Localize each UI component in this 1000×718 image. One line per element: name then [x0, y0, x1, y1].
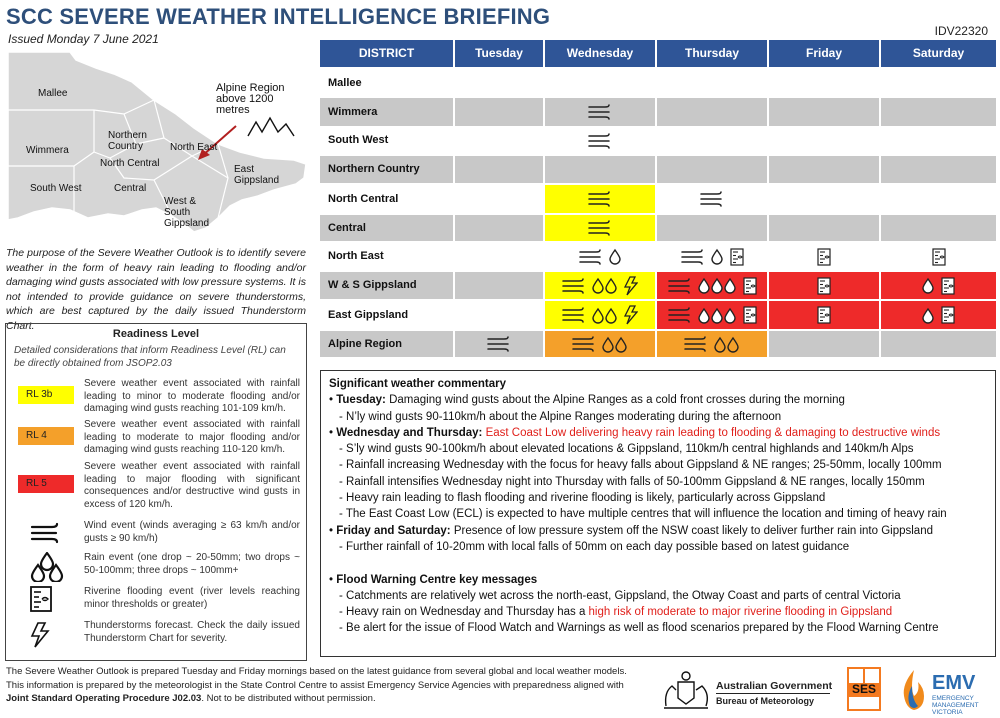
wind-icon [681, 249, 705, 265]
dash-icon: - [339, 589, 347, 602]
commentary-heading [329, 523, 987, 539]
dash-icon: - [339, 606, 347, 619]
dash-icon: - [339, 540, 347, 553]
district-name: North East [328, 250, 384, 262]
page-title: SCC SEVERE WEATHER INTELLIGENCE BRIEFING [6, 4, 551, 29]
wind-icon [30, 522, 60, 544]
forecast-cell [881, 215, 996, 241]
rl-swatch: RL 3b [18, 386, 74, 404]
readiness-title: Readiness Level [112, 328, 200, 340]
commentary-detail [329, 506, 987, 522]
district-name-cell [320, 127, 453, 154]
district-name-cell [320, 301, 453, 329]
district-name: Alpine Region [328, 338, 402, 350]
commentary-text: S’ly wind gusts 90-100km/h about elevated locations & Gippsland, 110km/h central highlands and 140km/h Alps [346, 443, 914, 456]
readiness-subtitle: Detailed considerations that inform Readiness Level (RL) can be directly obtained from JSOP2.03 [14, 345, 286, 369]
commentary-label: Tuesday: [336, 394, 386, 407]
district-name: Central [328, 222, 366, 234]
forecast-cell [455, 272, 543, 299]
river-flood-icon [730, 248, 744, 266]
commentary-heading [329, 392, 987, 408]
rain-drops-icon [698, 307, 737, 324]
legend-text: Wind event (winds averaging ≥ 63 km/h and/or gusts ≥ 90 km/h) [84, 520, 300, 544]
emv-subtext: EMERGENCY MANAGEMENT VICTORIA [932, 695, 979, 716]
forecast-cell [455, 185, 543, 213]
commentary-text: The East Coast Low (ECL) is expected to have multiple centres that will influence the location and timing of heavy rain [345, 508, 947, 521]
forecast-cell [657, 301, 767, 329]
rain-drops-icon [30, 552, 64, 582]
footer-text: The Severe Weather Outlook is prepared Tuesday and Friday mornings based on the latest guidance from several global and local weather models. This information is prepared by the meteorologist in the State Control Centre to assist Emergency Service Agencies with preparedness aligned with [6, 666, 627, 691]
forecast-cell [545, 185, 655, 213]
issued-date: Issued Monday 7 June 2021 [8, 32, 159, 46]
map-label-south-west: South West [30, 183, 82, 194]
forecast-cell [881, 243, 996, 270]
forecast-cell [881, 98, 996, 126]
rl-swatch: RL 4 [18, 427, 74, 445]
commentary-heading [329, 425, 987, 441]
emv-flame-icon [898, 668, 928, 712]
forecast-cell [657, 185, 767, 213]
rain-drops-icon [602, 336, 628, 353]
wind-icon [572, 336, 596, 352]
rain-drops-icon [592, 307, 618, 324]
district-name: Mallee [328, 77, 362, 89]
map-label-mallee: Mallee [38, 88, 68, 99]
emv-text: EMV [932, 672, 976, 694]
river-flood-icon [817, 248, 831, 266]
district-name-cell [320, 185, 453, 213]
commentary-highlight: East Coast Low delivering heavy rain leading to flooding & damaging to destructive winds [485, 426, 941, 439]
wind-icon [562, 307, 586, 323]
map-label-east-gippsland: East Gippsland [234, 164, 280, 186]
map-label-ws-gippsland: West & South Gippsland [164, 196, 210, 229]
district-name: Wimmera [328, 106, 378, 118]
dash-icon: - [339, 508, 346, 521]
wind-icon [668, 307, 692, 323]
lightning-icon [624, 276, 638, 296]
commentary-text: Heavy rain leading to flash flooding and riverine flooding is likely, particularly across Gippsland [346, 492, 826, 505]
dash-icon: - [339, 443, 347, 456]
legend-text: Thunderstorms forecast. Check the daily issued Thunderstorm Chart for severity. [84, 620, 300, 644]
commentary-detail [329, 457, 987, 473]
column-header-friday: Friday [769, 40, 879, 67]
commentary-label: Friday and Saturday: [336, 524, 451, 537]
emv-logo [898, 668, 998, 714]
district-name-cell [320, 215, 453, 241]
map-label-northern-country: Northern Country [108, 130, 147, 152]
rain-drops-icon [609, 248, 622, 265]
coat-of-arms-icon [660, 668, 712, 712]
column-header-district: DISTRICT [320, 40, 453, 67]
commentary-text: Be alert for the issue of Flood Watch and Warnings as well as flood scenarios prepared by the Flood Warning Centre [346, 622, 939, 635]
commentary-detail [329, 588, 987, 604]
purpose-statement: The purpose of the Severe Weather Outlook is to identify severe weather in the form of heavy rain leading to flooding and/or damaging wind gusts associated with low pressure systems. It is not intended to provide guidance on severe thunderstorms, which are best captured by the daily issued Thunderstorm Chart. [6, 247, 306, 332]
forecast-cell [455, 243, 543, 270]
wind-icon [562, 278, 586, 294]
map-label-north-central: North Central [100, 158, 160, 169]
district-name-cell [320, 272, 453, 299]
forecast-cell [769, 243, 879, 270]
forecast-cell [455, 156, 543, 183]
district-name: W & S Gippsland [328, 279, 417, 291]
footer-note [6, 665, 646, 706]
river-flood-icon [941, 306, 955, 324]
commentary-spacer [329, 555, 987, 571]
ses-logo [846, 666, 882, 712]
lightning-icon [624, 305, 638, 325]
column-header-tuesday: Tuesday [455, 40, 543, 67]
river-flood-icon [817, 306, 831, 324]
rl-description: Severe weather event associated with rainfall leading to minor to moderate flooding and/or damaging wind gusts reaching 101-109 km/h. [84, 378, 300, 414]
district-name-cell [320, 243, 453, 270]
forecast-cell [545, 98, 655, 126]
rl-description: Severe weather event associated with rainfall leading to major flooding with significant consequences and/or destructive wind gusts in excess of 120 km/h. [84, 461, 300, 510]
forecast-cell [545, 301, 655, 329]
commentary-text: Further rainfall of 10-20mm with local falls of 50mm on each day possible based on latest guidance [346, 540, 850, 553]
commentary-title: Significant weather commentary [329, 378, 507, 390]
map-label-north-east: North East [170, 142, 218, 153]
column-header-saturday: Saturday [881, 40, 996, 67]
commentary-text: Rainfall intensifies Wednesday night into Thursday with falls of 50-100mm Gippsland & NE ranges, locally 150mm [346, 475, 925, 488]
river-flood-icon [817, 277, 831, 295]
district-name-cell [320, 98, 453, 126]
forecast-cell [881, 127, 996, 154]
wind-icon [487, 336, 511, 352]
wind-icon [579, 249, 603, 265]
commentary-text: Rainfall increasing Wednesday with the focus for heavy falls about Gippsland & NE ranges; 25-50mm, locally 100mm [346, 459, 942, 472]
bom-logo [660, 668, 836, 712]
forecast-cell [657, 127, 767, 154]
wind-icon [588, 220, 612, 236]
river-flood-icon [932, 248, 946, 266]
wind-icon [588, 133, 612, 149]
ses-text: SES [851, 682, 876, 696]
rl-description: Severe weather event associated with rainfall leading to moderate to major flooding and/or damaging wind gusts reaching 110-120 km/h. [84, 419, 300, 455]
commentary-detail [329, 604, 987, 620]
forecast-cell [881, 70, 996, 96]
rain-drops-icon [711, 248, 724, 265]
bullet-icon: • [329, 573, 337, 586]
commentary-text: Presence of low pressure system off the NSW coast likely to deliver further rain into Gippsland [450, 524, 933, 537]
forecast-cell [545, 127, 655, 154]
forecast-cell [545, 243, 655, 270]
wind-icon [588, 104, 612, 120]
bom-bureau-text: Bureau of Meteorology [716, 696, 815, 706]
column-header-thursday: Thursday [657, 40, 767, 67]
commentary-text: Damaging wind gusts about the Alpine Ranges as a cold front crosses during the morning [385, 394, 845, 407]
document-id: IDV22320 [934, 24, 988, 38]
forecast-cell [657, 156, 767, 183]
readiness-level-box [5, 323, 307, 661]
forecast-cell [769, 301, 879, 329]
forecast-cell [545, 331, 655, 357]
forecast-cell [455, 331, 543, 357]
commentary-text: Catchments are relatively wet across the north-east, Gippsland, the Otway Coast and parts of central Victoria [346, 589, 901, 602]
victoria-district-map [4, 48, 310, 238]
dash-icon: - [339, 622, 347, 635]
commentary-detail [329, 620, 987, 636]
column-header-wednesday: Wednesday [545, 40, 655, 67]
map-label-central: Central [114, 183, 147, 194]
forecast-cell [881, 301, 996, 329]
forecast-cell [881, 156, 996, 183]
district-name: North Central [328, 193, 399, 205]
dash-icon: - [339, 410, 347, 423]
forecast-cell [545, 272, 655, 299]
bom-gov-text: Australian Government [716, 680, 833, 692]
forecast-cell [657, 70, 767, 96]
forecast-cell [769, 185, 879, 213]
district-name: East Gippsland [328, 309, 409, 321]
river-flood-icon [941, 277, 955, 295]
forecast-cell [657, 331, 767, 357]
significant-weather-commentary [320, 370, 996, 657]
commentary-text: N’ly wind gusts 90-110km/h about the Alpine Ranges moderating during the afternoon [346, 410, 782, 423]
forecast-cell [455, 70, 543, 96]
legend-text: Riverine flooding event (river levels reaching minor thresholds or greater) [84, 586, 300, 610]
forecast-cell [455, 301, 543, 329]
commentary-detail [329, 409, 987, 425]
forecast-cell [769, 156, 879, 183]
commentary-detail [329, 474, 987, 490]
commentary-detail [329, 539, 987, 555]
forecast-cell [657, 98, 767, 126]
bullet-icon: • [329, 524, 337, 537]
bom-divider [716, 693, 830, 694]
river-flood-icon [743, 306, 757, 324]
forecast-cell [455, 98, 543, 126]
forecast-cell [881, 331, 996, 357]
rain-drops-icon [592, 277, 618, 294]
forecast-cell [769, 70, 879, 96]
rain-drops-icon [698, 277, 737, 294]
forecast-cell [545, 156, 655, 183]
forecast-cell [769, 98, 879, 126]
forecast-cell [881, 272, 996, 299]
district-name: South West [328, 134, 389, 146]
forecast-cell [657, 215, 767, 241]
commentary-detail [329, 490, 987, 506]
forecast-cell [769, 331, 879, 357]
dash-icon: - [339, 475, 347, 488]
river-flood-icon [30, 586, 52, 612]
alpine-region-note: Alpine Region above 1200 metres [216, 82, 285, 116]
forecast-cell [881, 185, 996, 213]
forecast-cell [657, 272, 767, 299]
forecast-cell [455, 127, 543, 154]
map-label-wimmera: Wimmera [26, 145, 69, 156]
forecast-cell [769, 272, 879, 299]
commentary-detail [329, 441, 987, 457]
wind-icon [668, 278, 692, 294]
forecast-cell [455, 215, 543, 241]
forecast-cell [545, 70, 655, 96]
wind-icon [684, 336, 708, 352]
district-name: Northern Country [328, 163, 420, 175]
dash-icon: - [339, 459, 347, 472]
river-flood-icon [743, 277, 757, 295]
district-name-cell [320, 331, 453, 357]
forecast-cell [769, 215, 879, 241]
rain-drops-icon [714, 336, 740, 353]
wind-icon [588, 191, 612, 207]
district-name-cell [320, 70, 453, 96]
forecast-cell [657, 243, 767, 270]
lightning-icon [30, 622, 50, 648]
commentary-highlight: high risk of moderate to major riverine flooding in Gippsland [588, 606, 893, 619]
commentary-text: Heavy rain on Wednesday and Thursday has a [346, 606, 589, 619]
commentary-label: Wednesday and Thursday: [336, 426, 483, 439]
forecast-cell [545, 215, 655, 241]
rl-swatch: RL 5 [18, 475, 74, 493]
footer-tail: . Not to be distributed without permission. [201, 693, 376, 704]
commentary-label: Flood Warning Centre key messages [336, 573, 538, 586]
district-name-cell [320, 156, 453, 183]
rain-drops-icon [922, 277, 935, 294]
footer-jsop: Joint Standard Operating Procedure J02.03 [6, 693, 202, 704]
wind-icon [700, 191, 724, 207]
bullet-icon: • [329, 394, 337, 407]
forecast-cell [769, 127, 879, 154]
commentary-heading [329, 572, 987, 588]
dash-icon: - [339, 492, 347, 505]
rain-drops-icon [922, 307, 935, 324]
bullet-icon: • [329, 426, 337, 439]
legend-text: Rain event (one drop ~ 20-50mm; two drops ~ 50-100mm; three drops ~ 100mm+ [84, 552, 300, 576]
